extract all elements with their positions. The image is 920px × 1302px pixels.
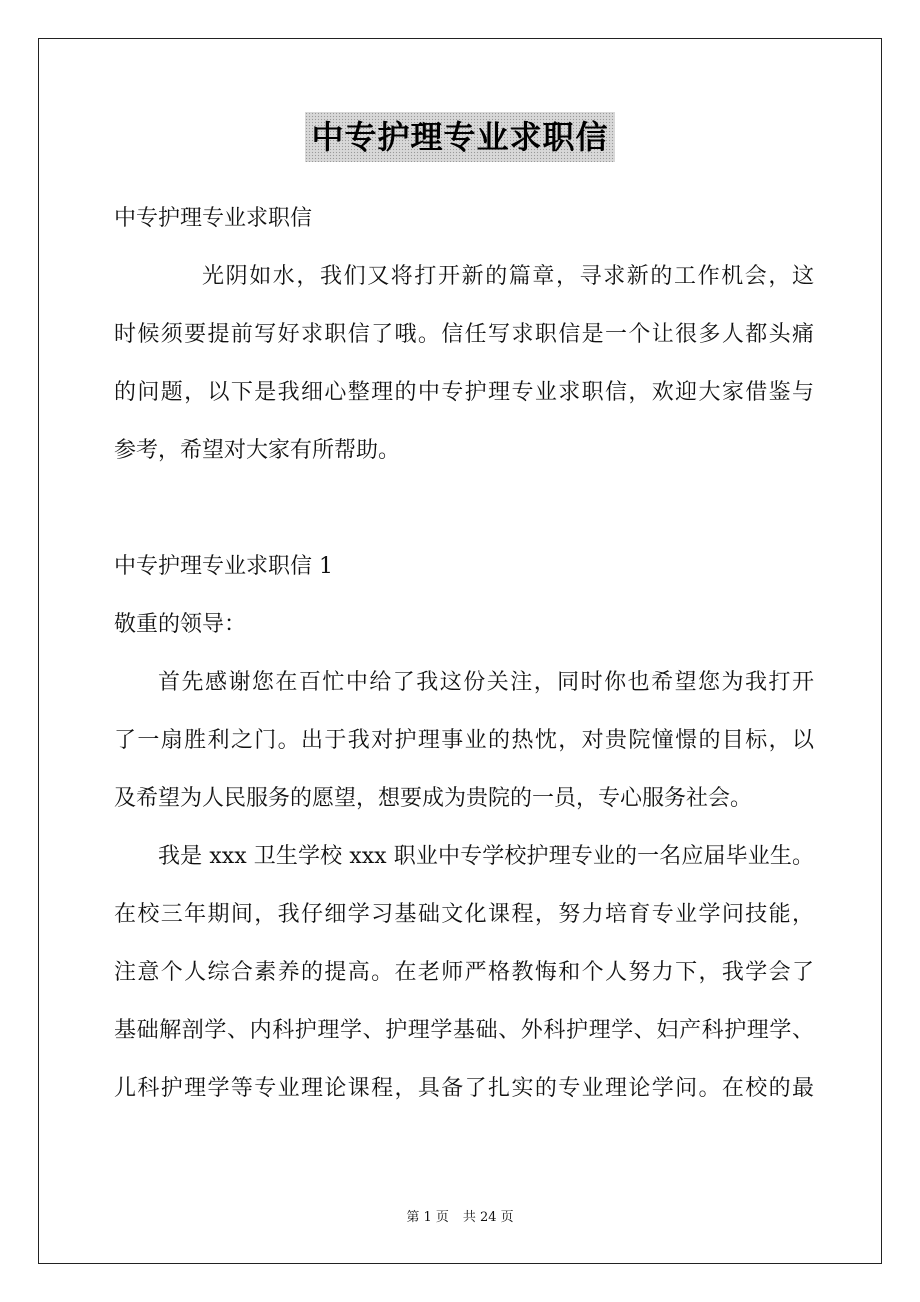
- paragraph1-line: 及希望为人民服务的愿望，想要成为贵院的一员，专心服务社会。: [114, 786, 753, 811]
- paragraph1-line: 了一扇胜利之门。出于我对护理事业的热忱，对贵院憧憬的目标，以: [114, 728, 814, 753]
- salutation: 敬重的领导：: [114, 612, 247, 637]
- title-container: [0, 112, 920, 162]
- page-total: 共 24 页: [462, 1210, 514, 1225]
- intro-line: 参考，希望对大家有所帮助。: [114, 438, 401, 463]
- blank-line: [114, 480, 814, 538]
- section-heading: 中专护理专业求职信 1: [114, 554, 333, 579]
- intro-line: 的问题，以下是我细心整理的中专护理专业求职信，欢迎大家借鉴与: [114, 380, 814, 405]
- paragraph2-line: 我是 xxx 卫生学校 xxx 职业中专学校护理专业的一名应届毕业生。: [158, 844, 814, 869]
- paragraph2-line: 儿科护理学等专业理论课程，具备了扎实的专业理论学问。在校的最: [114, 1076, 814, 1101]
- paragraph2-line: 在校三年期间，我仔细学习基础文化课程，努力培育专业学问技能，: [114, 902, 814, 927]
- document-title: 中专护理专业求职信: [305, 112, 614, 162]
- document-subtitle: 中专护理专业求职信: [114, 206, 313, 231]
- intro-line: 光阴如水，我们又将打开新的篇章，寻求新的工作机会，这: [202, 264, 814, 289]
- paragraph2-line: 注意个人综合素养的提高。在老师严格教悔和个人努力下，我学会了: [114, 960, 814, 985]
- page-number: 第 1 页: [406, 1210, 449, 1225]
- intro-line: 时候须要提前写好求职信了哦。信任写求职信是一个让很多人都头痛: [114, 322, 814, 347]
- paragraph1-line: 首先感谢您在百忙中给了我这份关注，同时你也希望您为我打开: [158, 670, 814, 695]
- document-body: [114, 190, 814, 1118]
- paragraph2-line: 基础解剖学、内科护理学、护理学基础、外科护理学、妇产科护理学、: [114, 1018, 814, 1043]
- page-footer: [0, 1206, 920, 1225]
